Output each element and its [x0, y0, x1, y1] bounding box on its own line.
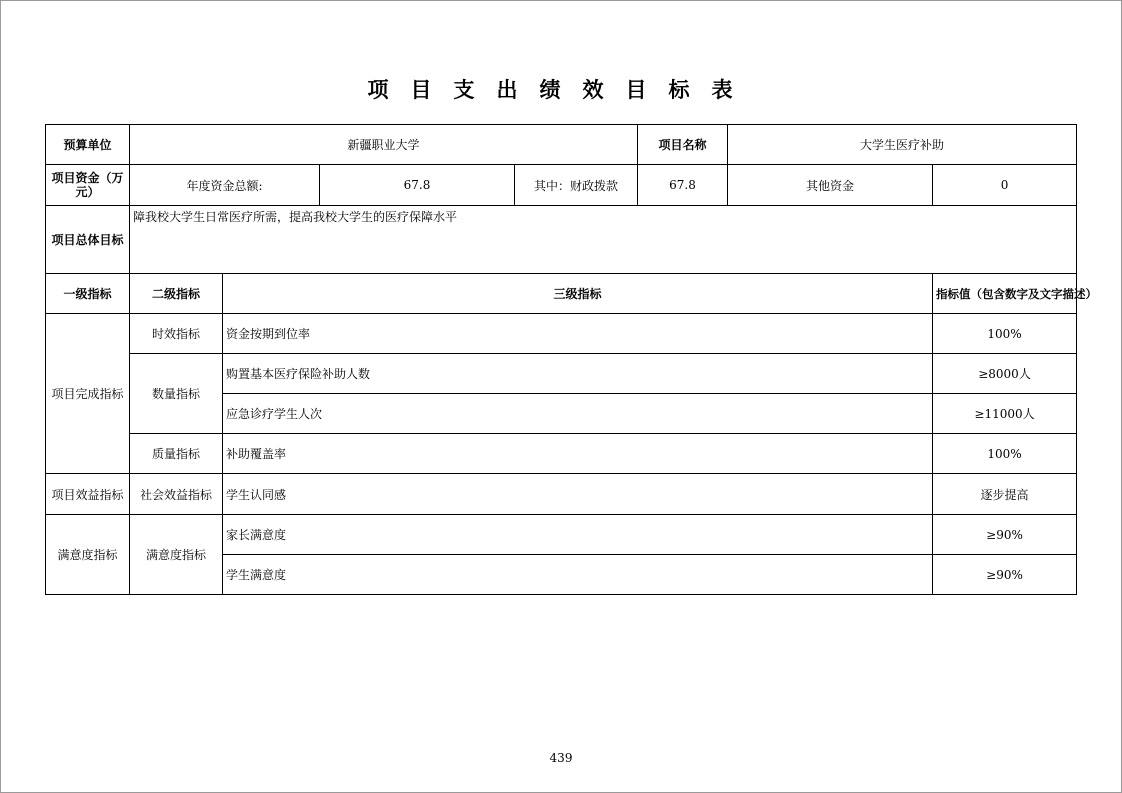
indicator-name: 补助覆盖率 [223, 434, 933, 474]
level1-header: 一级指标 [46, 274, 130, 314]
table-row [46, 354, 1077, 394]
project-name-value: 大学生医疗补助 [728, 125, 1077, 165]
indicator-name: 应急诊疗学生人次 [223, 394, 933, 434]
satisfaction-level1: 满意度指标 [46, 515, 130, 595]
page-title: 项目支出绩效目标表 [367, 78, 755, 102]
indicator-name: 购置基本医疗保险补助人数 [223, 354, 933, 394]
fiscal-value: 67.8 [638, 165, 728, 206]
benefit-level1: 项目效益指标 [46, 474, 130, 515]
quality-level2: 质量指标 [130, 434, 223, 474]
timeliness-level2: 时效指标 [130, 314, 223, 354]
column-header-row [46, 274, 1077, 314]
goal-text: 障我校大学生日常医疗所需，提高我校大学生的医疗保障水平 [130, 206, 1077, 274]
value-header: 指标值（包含数字及文字描述） [933, 274, 1077, 314]
annual-total-label: 年度资金总额: [130, 165, 320, 206]
other-funds-value: 0 [933, 165, 1077, 206]
unit-row [46, 125, 1077, 165]
indicator-value: 100% [933, 434, 1077, 474]
indicator-name: 家长满意度 [223, 515, 933, 555]
level2-header: 二级指标 [130, 274, 223, 314]
annual-total-value: 67.8 [320, 165, 515, 206]
indicator-name: 资金按期到位率 [223, 314, 933, 354]
project-name-label: 项目名称 [638, 125, 728, 165]
page-number: 439 [549, 751, 573, 765]
quantity-level2: 数量指标 [130, 354, 223, 434]
level3-header: 三级指标 [223, 274, 933, 314]
indicator-name: 学生满意度 [223, 555, 933, 595]
goal-label: 项目总体目标 [46, 206, 130, 274]
unit-label: 预算单位 [46, 125, 130, 165]
indicator-value: ≥11000人 [933, 394, 1077, 434]
indicator-name: 学生认同感 [223, 474, 933, 515]
goal-row [46, 206, 1077, 274]
performance-table [45, 124, 1098, 595]
social-level2: 社会效益指标 [130, 474, 223, 515]
funds-label: 项目资金（万元） [46, 165, 130, 206]
indicator-value: 100% [933, 314, 1077, 354]
table-row [46, 434, 1077, 474]
indicator-value: ≥8000人 [933, 354, 1077, 394]
table-row [46, 515, 1077, 555]
table-row [46, 314, 1077, 354]
fiscal-label: 其中：财政拨款 [515, 165, 638, 206]
indicator-value: 逐步提高 [933, 474, 1077, 515]
satisfaction-level2: 满意度指标 [130, 515, 223, 595]
completion-level1: 项目完成指标 [46, 314, 130, 474]
indicator-value: ≥90% [933, 515, 1077, 555]
indicator-value: ≥90% [933, 555, 1077, 595]
funds-row [46, 165, 1077, 206]
table-row [46, 474, 1077, 515]
other-funds-label: 其他资金 [728, 165, 933, 206]
unit-value: 新疆职业大学 [130, 125, 638, 165]
